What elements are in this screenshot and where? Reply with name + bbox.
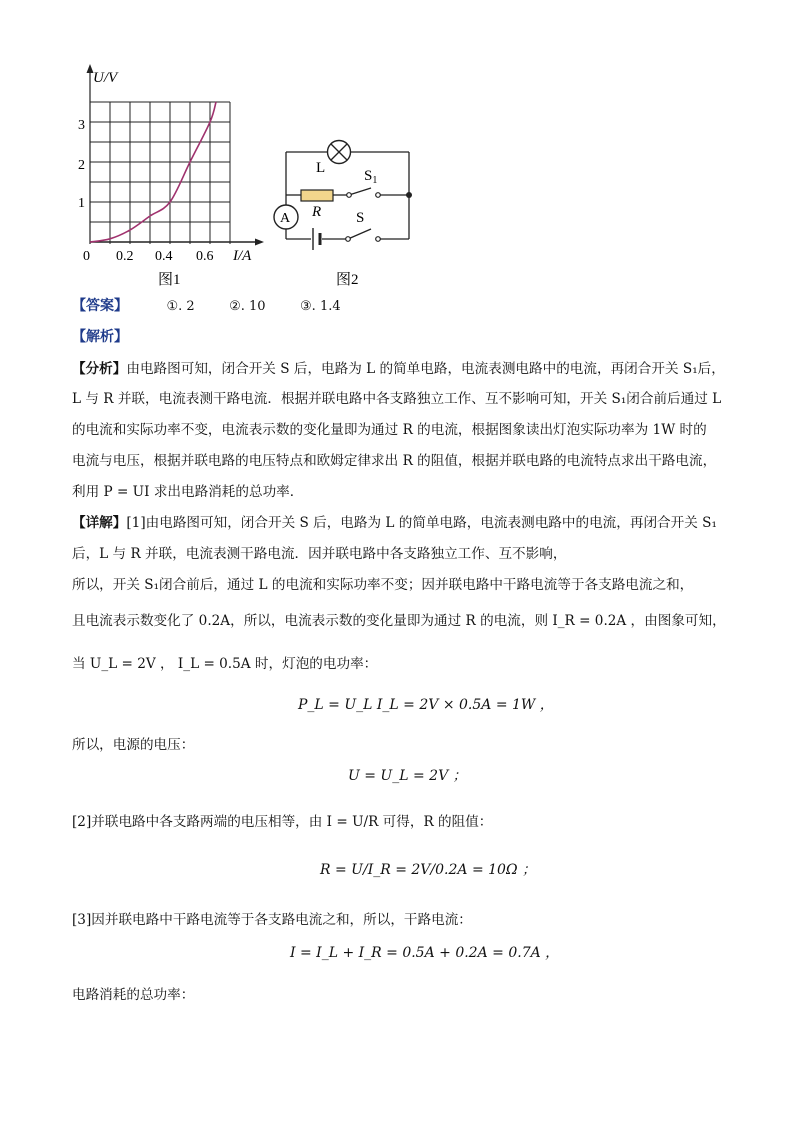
xiangjie-tag: 【详解】 <box>72 515 127 531</box>
equation-3: R = U/I_R = 2V/0.2A = 10Ω ； <box>320 862 537 878</box>
switch-s1-contact-left <box>347 193 352 198</box>
fenxi-line-5: 利用 P = UI 求出电路消耗的总功率． <box>72 484 304 500</box>
figure1-x-arrow <box>255 239 264 246</box>
xiangjie-line-4: 且电流表示数变化了 0.2A，所以，电流表示数的变化量即为通过 R 的电流，则 I_R = 0.2A ，由图象可知， <box>72 613 726 629</box>
switch-s1-label: $S_1$ <box>364 168 378 186</box>
step2-text: [2]并联电路中各支路两端的电压相等，由 I = U/R 可得，R 的阻值： <box>72 814 493 830</box>
junction-dot <box>406 192 412 198</box>
figure1-caption: 图1 <box>158 272 181 288</box>
resistor-label: R <box>312 204 322 220</box>
figure1-ui-curve <box>90 102 216 242</box>
lamp-symbol <box>328 141 351 164</box>
figure1-y-tick-3: 3 <box>78 118 85 133</box>
xiangjie-line-2: 后，L 与 R 并联，电流表测干路电流．因并联电路中各支路独立工作、互不影响， <box>72 546 567 562</box>
equation-4: I = I_L + I_R = 0.5A + 0.2A = 0.7A ， <box>290 945 560 961</box>
total-power-text: 电路消耗的总功率： <box>72 987 195 1003</box>
figure1-y-axis-label: U/V <box>93 70 118 86</box>
answer-item-3: ③. 1.4 <box>300 299 341 314</box>
figure1-x-tick-3: 0.6 <box>196 249 214 264</box>
switch-s-contact-left <box>346 237 351 242</box>
figure2-caption: 图2 <box>336 272 359 288</box>
fenxi-line-3: 的电流和实际功率不变，电流表示数的变化量即为通过 R 的电流，根据图象读出灯泡实际功率为 1W 时的 <box>72 422 707 438</box>
fenxi-line-1: 【分析】由电路图可知，闭合开关 S 后，电路为 L 的简单电路，电流表测电路中的电流，再闭合开关 S₁后， <box>72 361 725 377</box>
xiangjie-line-3: 所以，开关 S₁闭合前后，通过 L 的电流和实际功率不变；因并联电路中干路电流等于各支路电流之和， <box>72 577 694 593</box>
step3-text: [3]因并联电路中干路电流等于各支路电流之和，所以，干路电流： <box>72 912 472 928</box>
xiangjie-line-1: 【详解】[1]由电路图可知，闭合开关 S 后，电路为 L 的简单电路，电流表测电路中的电流，再闭合开关 S₁ <box>72 515 717 531</box>
figure1-origin-label: 0 <box>83 249 90 264</box>
so-voltage-text: 所以，电源的电压： <box>72 737 195 753</box>
analysis-tag: 【解析】 <box>72 329 128 345</box>
answer-item-1: ①. 2 <box>166 299 195 314</box>
figure1-ui-graph <box>70 62 280 294</box>
answer-row <box>72 296 341 317</box>
fenxi-line-2: L 与 R 并联，电流表测干路电流．根据并联电路中各支路独立工作、互不影响可知，开关 S₁闭合前后通过 L <box>72 391 722 407</box>
fenxi-line-4: 电流与电压，根据并联电路的电压特点和欧姆定律求出 R 的阻值，根据并联电路的电流特点求出干路电流， <box>72 453 717 469</box>
figure1-y-tick-1: 1 <box>78 196 85 211</box>
equation-2: U = U_L = 2V ； <box>348 768 467 784</box>
figure2-circuit <box>270 138 420 294</box>
lamp-label: L <box>316 160 326 176</box>
figure1-x-tick-2: 0.4 <box>155 249 173 264</box>
ammeter-label: A <box>280 211 291 226</box>
switch-s-contact-right <box>376 237 381 242</box>
equation-1: P_L = U_L I_L = 2V × 0.5A = 1W ， <box>298 697 554 713</box>
answer-tag: 【答案】 <box>72 298 128 314</box>
figure1-y-tick-2: 2 <box>78 158 85 173</box>
resistor-symbol <box>301 190 333 201</box>
switch-s1-contact-right <box>376 193 381 198</box>
switch-s-label: S <box>356 210 365 226</box>
fenxi-tag: 【分析】 <box>72 361 127 377</box>
battery-symbol <box>313 228 320 250</box>
figure1-x-tick-1: 0.2 <box>116 249 134 264</box>
figure1-x-axis-label: I/A <box>233 248 252 264</box>
xiangjie-line-5: 当 U_L = 2V ， I_L = 0.5A 时，灯泡的电功率： <box>72 656 378 672</box>
figure1-grid <box>90 82 230 244</box>
answer-item-2: ②. 10 <box>229 299 266 314</box>
